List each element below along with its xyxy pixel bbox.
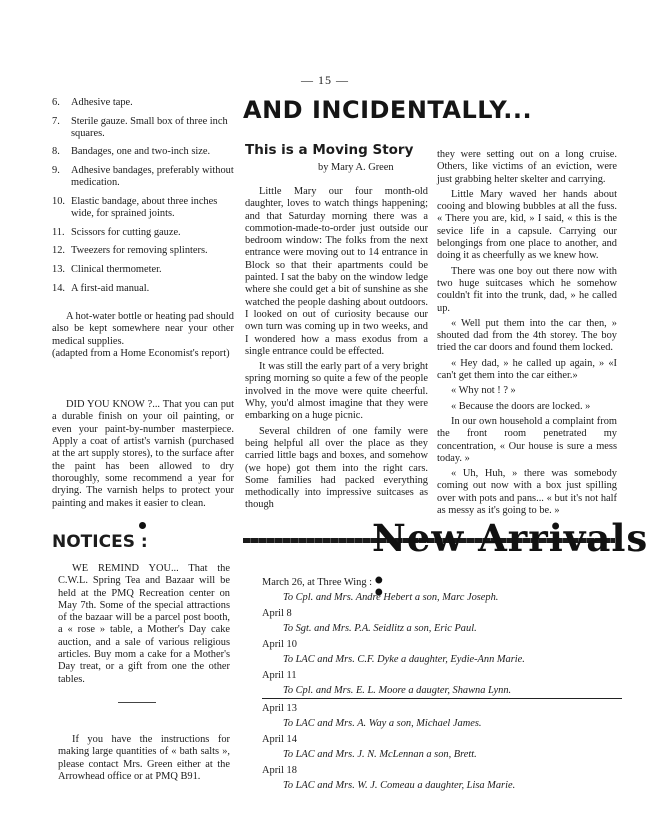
arrival-date: April 18 — [262, 765, 297, 776]
list-number: 13. — [52, 264, 65, 276]
list-number: 6. — [52, 97, 60, 108]
arrival-item — [262, 734, 622, 761]
arrival-date: April 10 — [262, 639, 297, 650]
arrival-date: April 8 — [262, 608, 292, 619]
story-paragraph: There was one boy out there now with two huge suitcases which he somehow couldn't fit into the trunk, dad, » he called up. — [437, 265, 617, 314]
arrival-item — [262, 639, 622, 666]
list-item — [52, 245, 234, 257]
list-number: 12. — [52, 245, 65, 257]
list-text: Adhesive tape. — [71, 97, 133, 108]
list-number: 11. — [52, 226, 65, 238]
story-column-2 — [437, 149, 617, 520]
story-paragraph: It was still the early part of a very bright spring morning so quite a few of the people involved in the move were quite cheerful. Why, you'd almost imagine that they were embarking on a huge picnic. — [245, 361, 428, 422]
list-number: 10. — [52, 195, 65, 207]
arrival-item — [262, 577, 622, 604]
list-text: Tweezers for removing splinters. — [71, 245, 208, 257]
list-text: Adhesive bandages, preferably without medication. — [71, 165, 234, 189]
arrivals-list — [262, 577, 622, 796]
story-byline: by Mary A. Green — [318, 162, 394, 173]
arrival-item — [262, 703, 622, 730]
arrival-entry: To Sgt. and Mrs. P.A. Seidlitz a son, Eric Paul. — [283, 623, 477, 634]
list-number: 14. — [52, 282, 65, 294]
hot-water-paragraph: A hot-water bottle or heating pad should also be kept somewhere near your other medical supplies. — [52, 310, 234, 347]
list-text: Sterile gauze. Small box of three inch squares. — [71, 115, 228, 139]
list-item — [52, 196, 234, 221]
list-item — [52, 283, 234, 295]
story-paragraph: « Because the doors are locked. » — [451, 400, 591, 412]
first-aid-checklist — [52, 97, 234, 295]
list-text: A first-aid manual. — [71, 282, 150, 294]
left-column — [52, 97, 234, 529]
list-item — [52, 116, 234, 141]
story-paragraph: Little Mary our four month-old daughter, loves to watch things happening; and that Saturday morning there was a commotion-made-to-order just outside our bedroom window: The folks from the next entrance were moving out to 14 entrance in Block so that their apartments could be painted. I sat the baby on the window ledge where she could get a bit of sunshine as she watched the people dashing about outdoors. I looked on out of curiosity because our own turn was coming up in two weeks, and I wondered how a mass exodus from a single entrance could be effected. — [245, 186, 428, 357]
notices-heading: NOTICES : — [52, 532, 148, 552]
arrival-date: April 13 — [262, 703, 297, 714]
arrival-entry: To Cpl. and Mrs. Andre Hebert a son, Marc Joseph. — [283, 592, 499, 603]
story-title: This is a Moving Story — [245, 142, 414, 158]
list-text: Clinical thermometer. — [71, 264, 162, 276]
list-number: 8. — [52, 146, 60, 158]
list-number: 9. — [52, 165, 60, 177]
list-item — [52, 97, 234, 109]
arrival-entry: To LAC and Mrs. J. N. McLennan a son, Brett. — [283, 749, 477, 760]
list-text: Elastic bandage, about three inches wide, for sprained joints. — [71, 195, 218, 220]
arrival-entry: To LAC and Mrs. A. Way a son, Michael James. — [283, 718, 482, 729]
did-you-know-paragraph: DID YOU KNOW ?... That you can put a durable finish on your oil painting, or even your paint-by-number masterpiece. Apply a coat of artist's varnish (purchased at the art supply stores), to the surface after the paint has been allowed to dry thoroughly, some recommend a year for drying. The varnish helps to protect your painting and makes it easier to clean. — [52, 399, 234, 509]
arrival-item — [262, 670, 622, 699]
notice-paragraph: If you have the instructions for making large quantities of « bath salts », please contact Mrs. Green either at the Arrowhead office or at PMQ B91. — [58, 733, 230, 782]
source-note: (adapted from a Home Economist's report) — [52, 347, 230, 359]
list-item — [52, 165, 234, 190]
divider — [118, 702, 156, 703]
arrival-entry: To LAC and Mrs. C.F. Dyke a daughter, Eydie-Ann Marie. — [283, 654, 525, 665]
list-item — [52, 264, 234, 276]
notices-column — [58, 563, 230, 783]
arrivals-title: New Arrivals : — [372, 516, 649, 604]
list-item — [52, 146, 234, 158]
arrival-item — [262, 765, 622, 792]
arrival-date: April 11 — [262, 670, 297, 681]
page-number: — 15 — — [301, 73, 349, 87]
story-paragraph: they were setting out on a long cruise. Others, like victims of an eviction, were just grabbing helter skelter and carrying. — [437, 149, 617, 185]
story-paragraph: « Well put them into the car then, » shouted dad from the 4th storey. The boy tried the car doors and found them locked. — [437, 317, 617, 354]
arrival-item — [262, 608, 622, 635]
arrival-date: April 14 — [262, 734, 297, 745]
arrival-entry: To Cpl. and Mrs. E. L. Moore a daugter, Shawna Lynn. — [262, 685, 622, 699]
story-column-1 — [245, 186, 428, 515]
list-number: 7. — [52, 115, 60, 127]
notice-paragraph: WE REMIND YOU... That the C.W.L. Spring Tea and Bazaar will be held at the PMQ Recreation center on May 7th. Some of the special attractions of the bazaar will be a parcel post booth, a « rose » table, a Mother's Day cake auction, and a sale of various religious articles. Buy mom a cake for a Mother's Day treat, or a gift from one the other tables. — [58, 563, 230, 685]
story-paragraph: « Why not ! ? » — [451, 385, 516, 397]
story-paragraph: « Uh, Huh, » there was somebody coming out now with a box just spilling over with pots and pans... « but it's not half as messy as it's going to be. » — [437, 468, 617, 517]
story-paragraph: « Hey dad, » he called up again, » «I can't get them into the car either.» — [437, 357, 617, 382]
story-paragraph: In our own household a complaint from the front room penetrated my concentration, « Our house is sure a mess today. » — [437, 415, 617, 464]
arrival-entry: To LAC and Mrs. W. J. Comeau a daughter, Lisa Marie. — [283, 780, 516, 791]
story-paragraph: Little Mary waved her hands about cooing and blowing bubbles at all the fuss. « There you are, kid, » I said, « this is the sevice life in a capsule. Carrying our belongings from one place to another, and doing it as cheerfully as we knew how. — [437, 188, 617, 262]
list-text: Bandages, one and two-inch size. — [71, 146, 211, 158]
section-heading: AND INCIDENTALLY... — [243, 96, 533, 124]
list-text: Scissors for cutting gauze. — [71, 226, 181, 238]
bullet-dot-icon — [139, 522, 146, 529]
story-paragraph: Several children of one family were being helpful all over the place as they carried little bags and boxes, and somehow (we hope) got them into the right cars. Some families had packed everything methodically into impressive suitcases as though — [245, 425, 428, 511]
arrival-date: March 26, at Three Wing : — [262, 577, 372, 588]
list-item — [52, 227, 234, 239]
